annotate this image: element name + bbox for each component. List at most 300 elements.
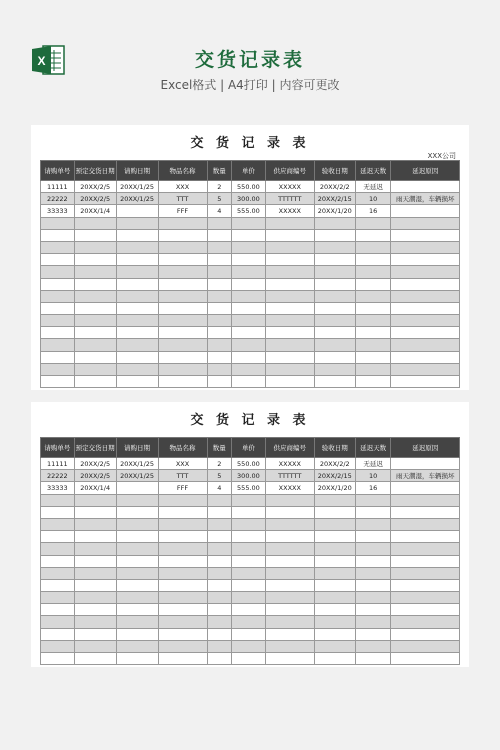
- table-cell: [74, 376, 116, 388]
- table-row: [41, 531, 460, 543]
- table-cell: [265, 254, 314, 266]
- table-cell: [265, 315, 314, 327]
- table-cell: [41, 543, 75, 555]
- table-cell: [116, 278, 158, 290]
- table-cell: TTT: [158, 193, 207, 205]
- table-row: [41, 181, 460, 193]
- table-cell: [355, 302, 391, 314]
- table-cell: [314, 567, 355, 579]
- table-cell: 4: [207, 482, 232, 494]
- table-cell: [207, 302, 232, 314]
- table-row: [41, 579, 460, 591]
- table-cell: [207, 254, 232, 266]
- table-cell: [116, 640, 158, 652]
- table-cell: [74, 254, 116, 266]
- table-cell: [207, 567, 232, 579]
- table-row: [41, 506, 460, 518]
- column-header: 预定交货日期: [74, 438, 116, 458]
- table-header-row: [41, 438, 460, 458]
- table-cell: 20XX/2/5: [74, 193, 116, 205]
- table-cell: [265, 518, 314, 530]
- table-cell: [41, 266, 75, 278]
- table-cell: [158, 315, 207, 327]
- table-cell: [116, 376, 158, 388]
- table-cell: [391, 254, 460, 266]
- table-cell: [265, 616, 314, 628]
- table-cell: [232, 254, 266, 266]
- table-cell: [232, 555, 266, 567]
- table-cell: [391, 229, 460, 241]
- table-cell: [391, 506, 460, 518]
- table-cell: [158, 351, 207, 363]
- table-cell: [41, 567, 75, 579]
- table-cell: [207, 640, 232, 652]
- table-cell: [232, 327, 266, 339]
- table-cell: [116, 567, 158, 579]
- table-cell: [355, 567, 391, 579]
- table-cell: [232, 266, 266, 278]
- table-cell: [207, 290, 232, 302]
- table-cell: [158, 290, 207, 302]
- page-subtitle: Excel格式 | A4打印 | 内容可更改: [160, 78, 340, 92]
- table-cell: [355, 616, 391, 628]
- table-cell: [116, 506, 158, 518]
- table-cell: [74, 555, 116, 567]
- column-header: 请购单号: [41, 161, 75, 181]
- table-cell: [314, 363, 355, 375]
- table-cell: 20XX/2/5: [74, 458, 116, 470]
- table-row: [41, 327, 460, 339]
- column-header: 延迟原因: [391, 438, 460, 458]
- table-cell: [391, 217, 460, 229]
- table-cell: 20XX/1/25: [116, 181, 158, 193]
- delivery-table: [40, 437, 460, 665]
- table-row: [41, 278, 460, 290]
- table-cell: [391, 592, 460, 604]
- table-cell: 20XX/1/25: [116, 193, 158, 205]
- table-cell: [207, 363, 232, 375]
- table-cell: [232, 640, 266, 652]
- table-cell: [355, 555, 391, 567]
- table-cell: 2: [207, 181, 232, 193]
- table-cell: [74, 494, 116, 506]
- table-row: [41, 217, 460, 229]
- table-row: [41, 640, 460, 652]
- table-cell: 2: [207, 458, 232, 470]
- table-row: [41, 339, 460, 351]
- table-cell: XXX: [158, 181, 207, 193]
- delivery-table: [40, 160, 460, 388]
- table-cell: 555.00: [232, 205, 266, 217]
- table-cell: [74, 604, 116, 616]
- table-cell: [314, 592, 355, 604]
- table-cell: [265, 363, 314, 375]
- table-cell: 5: [207, 193, 232, 205]
- table-cell: [355, 653, 391, 665]
- table-cell: [314, 327, 355, 339]
- table-cell: 33333: [41, 482, 75, 494]
- table-cell: [158, 543, 207, 555]
- table-row: [41, 266, 460, 278]
- table-cell: [41, 290, 75, 302]
- table-cell: [314, 229, 355, 241]
- table-cell: [391, 531, 460, 543]
- table-cell: [265, 567, 314, 579]
- table-cell: [207, 604, 232, 616]
- table-cell: [41, 351, 75, 363]
- table-cell: [116, 241, 158, 253]
- table-cell: 20XX/2/5: [74, 470, 116, 482]
- table-cell: [265, 543, 314, 555]
- table-cell: [265, 592, 314, 604]
- table-cell: [41, 640, 75, 652]
- table-cell: [391, 579, 460, 591]
- table-cell: [314, 628, 355, 640]
- table-cell: [314, 543, 355, 555]
- table-cell: [116, 543, 158, 555]
- table-cell: [391, 363, 460, 375]
- table-cell: [232, 363, 266, 375]
- column-header: 数量: [207, 161, 232, 181]
- table-cell: [355, 376, 391, 388]
- table-cell: [41, 628, 75, 640]
- table-cell: [232, 339, 266, 351]
- sheet-preview-1: [31, 125, 469, 390]
- table-cell: [232, 543, 266, 555]
- table-cell: [74, 266, 116, 278]
- table-cell: [314, 506, 355, 518]
- table-cell: XXXXX: [265, 205, 314, 217]
- table-cell: [41, 363, 75, 375]
- table-cell: [158, 653, 207, 665]
- table-cell: [41, 217, 75, 229]
- table-cell: [207, 217, 232, 229]
- table-cell: [207, 518, 232, 530]
- table-cell: [207, 327, 232, 339]
- table-row: [41, 205, 460, 217]
- table-cell: 雨天潮湿，车辆损坏: [391, 470, 460, 482]
- table-row: [41, 302, 460, 314]
- table-cell: 550.00: [232, 181, 266, 193]
- table-cell: [265, 278, 314, 290]
- table-cell: [41, 579, 75, 591]
- table-cell: [314, 266, 355, 278]
- sheet-title: 交 货 记 录 表: [190, 413, 310, 428]
- page-title: 交货记录表: [194, 49, 305, 71]
- table-cell: [74, 506, 116, 518]
- table-cell: [207, 543, 232, 555]
- table-cell: [391, 339, 460, 351]
- table-cell: [355, 628, 391, 640]
- table-cell: [158, 241, 207, 253]
- table-cell: [116, 531, 158, 543]
- column-header: 请购单号: [41, 438, 75, 458]
- table-cell: [232, 579, 266, 591]
- table-cell: [232, 351, 266, 363]
- table-cell: [314, 241, 355, 253]
- table-cell: [116, 363, 158, 375]
- table-cell: [391, 555, 460, 567]
- table-cell: [265, 217, 314, 229]
- table-cell: [265, 494, 314, 506]
- table-cell: [265, 555, 314, 567]
- table-cell: [207, 494, 232, 506]
- table-cell: [314, 555, 355, 567]
- table-cell: [158, 579, 207, 591]
- table-cell: [355, 327, 391, 339]
- table-cell: [355, 543, 391, 555]
- table-cell: [391, 327, 460, 339]
- table-cell: 20XX/2/15: [314, 470, 355, 482]
- table-cell: [314, 254, 355, 266]
- table-cell: [232, 376, 266, 388]
- table-cell: [265, 579, 314, 591]
- table-cell: [391, 604, 460, 616]
- table-cell: [41, 616, 75, 628]
- table-cell: 5: [207, 470, 232, 482]
- table-cell: [314, 351, 355, 363]
- column-header: 请购日期: [116, 438, 158, 458]
- table-cell: [74, 327, 116, 339]
- table-cell: [158, 229, 207, 241]
- table-cell: [116, 579, 158, 591]
- table-cell: [391, 640, 460, 652]
- table-cell: [41, 592, 75, 604]
- table-cell: [158, 254, 207, 266]
- table-cell: [158, 302, 207, 314]
- table-cell: [232, 506, 266, 518]
- table-cell: 550.00: [232, 458, 266, 470]
- table-cell: [74, 290, 116, 302]
- table-cell: [314, 376, 355, 388]
- table-cell: 33333: [41, 205, 75, 217]
- table-cell: [74, 628, 116, 640]
- table-cell: [232, 302, 266, 314]
- table-cell: [116, 616, 158, 628]
- table-cell: [74, 315, 116, 327]
- column-header: 数量: [207, 438, 232, 458]
- table-cell: [158, 628, 207, 640]
- table-cell: [207, 531, 232, 543]
- table-cell: [74, 339, 116, 351]
- table-cell: 雨天潮湿，车辆损坏: [391, 193, 460, 205]
- table-cell: [265, 531, 314, 543]
- table-cell: [265, 327, 314, 339]
- table-cell: 无延迟: [355, 458, 391, 470]
- table-cell: 20XX/1/4: [74, 205, 116, 217]
- table-cell: [391, 567, 460, 579]
- table-cell: [158, 217, 207, 229]
- table-cell: [116, 266, 158, 278]
- table-cell: [391, 518, 460, 530]
- table-cell: [116, 482, 158, 494]
- table-cell: [41, 327, 75, 339]
- table-row: [41, 604, 460, 616]
- column-header: 请购日期: [116, 161, 158, 181]
- table-row: [41, 543, 460, 555]
- column-header: 延迟原因: [391, 161, 460, 181]
- table-cell: [41, 241, 75, 253]
- table-row: [41, 193, 460, 205]
- table-cell: [355, 266, 391, 278]
- table-cell: [207, 266, 232, 278]
- table-cell: [391, 616, 460, 628]
- table-cell: [74, 278, 116, 290]
- table-cell: [265, 229, 314, 241]
- table-cell: [74, 592, 116, 604]
- table-cell: 10: [355, 470, 391, 482]
- table-cell: [74, 302, 116, 314]
- table-cell: [232, 567, 266, 579]
- table-cell: [355, 290, 391, 302]
- table-cell: [41, 518, 75, 530]
- column-header: 验收日期: [314, 438, 355, 458]
- table-cell: [41, 506, 75, 518]
- company-name: XXX公司: [427, 152, 456, 160]
- table-cell: [207, 351, 232, 363]
- table-cell: 10: [355, 193, 391, 205]
- table-cell: [158, 363, 207, 375]
- table-cell: [391, 315, 460, 327]
- table-cell: [74, 579, 116, 591]
- table-cell: [74, 518, 116, 530]
- table-row: [41, 567, 460, 579]
- table-cell: [207, 506, 232, 518]
- table-cell: [232, 315, 266, 327]
- table-row: [41, 653, 460, 665]
- table-cell: [116, 518, 158, 530]
- table-cell: XXXXX: [265, 482, 314, 494]
- table-cell: 20XX/1/20: [314, 205, 355, 217]
- table-cell: XXXXX: [265, 181, 314, 193]
- table-cell: [116, 628, 158, 640]
- table-cell: [207, 653, 232, 665]
- table-cell: [314, 531, 355, 543]
- table-cell: [207, 616, 232, 628]
- table-cell: [314, 278, 355, 290]
- table-cell: [355, 494, 391, 506]
- table-cell: [391, 266, 460, 278]
- table-cell: 555.00: [232, 482, 266, 494]
- table-cell: [158, 592, 207, 604]
- table-cell: [391, 543, 460, 555]
- table-cell: [158, 604, 207, 616]
- table-cell: 22222: [41, 470, 75, 482]
- table-cell: [116, 315, 158, 327]
- table-row: [41, 494, 460, 506]
- table-cell: [355, 579, 391, 591]
- table-cell: [74, 217, 116, 229]
- table-cell: 16: [355, 482, 391, 494]
- table-cell: [207, 315, 232, 327]
- table-cell: [74, 616, 116, 628]
- table-cell: [355, 363, 391, 375]
- table-cell: [232, 518, 266, 530]
- table-cell: [232, 592, 266, 604]
- table-cell: [41, 494, 75, 506]
- table-cell: [207, 592, 232, 604]
- table-cell: [232, 494, 266, 506]
- column-header: 单价: [232, 438, 266, 458]
- table-cell: [116, 604, 158, 616]
- column-header: 供应商编号: [265, 161, 314, 181]
- table-row: [41, 592, 460, 604]
- table-cell: [265, 604, 314, 616]
- table-cell: [314, 302, 355, 314]
- table-cell: [232, 531, 266, 543]
- table-cell: [41, 278, 75, 290]
- table-row: [41, 628, 460, 640]
- table-cell: [207, 278, 232, 290]
- table-cell: [391, 302, 460, 314]
- table-cell: [314, 604, 355, 616]
- table-cell: [158, 506, 207, 518]
- table-cell: [232, 217, 266, 229]
- table-cell: [207, 555, 232, 567]
- table-cell: [116, 653, 158, 665]
- table-cell: [355, 315, 391, 327]
- table-cell: 300.00: [232, 470, 266, 482]
- table-cell: [158, 531, 207, 543]
- table-cell: [232, 628, 266, 640]
- column-header: 物品名称: [158, 161, 207, 181]
- table-cell: [41, 339, 75, 351]
- table-cell: [265, 351, 314, 363]
- table-cell: [391, 241, 460, 253]
- table-row: [41, 290, 460, 302]
- column-header: 验收日期: [314, 161, 355, 181]
- table-cell: [116, 217, 158, 229]
- page-header: [0, 0, 500, 110]
- table-cell: [74, 229, 116, 241]
- table-cell: [232, 278, 266, 290]
- table-cell: [355, 592, 391, 604]
- table-row: [41, 254, 460, 266]
- table-cell: [265, 628, 314, 640]
- table-cell: [265, 339, 314, 351]
- table-cell: [391, 181, 460, 193]
- table-cell: [74, 531, 116, 543]
- table-row: [41, 482, 460, 494]
- table-cell: 11111: [41, 458, 75, 470]
- sheet-preview-2: [31, 402, 469, 667]
- table-cell: [116, 327, 158, 339]
- table-cell: [391, 482, 460, 494]
- table-cell: [265, 653, 314, 665]
- table-cell: 20XX/1/4: [74, 482, 116, 494]
- table-cell: [207, 229, 232, 241]
- table-cell: [158, 640, 207, 652]
- table-cell: [207, 376, 232, 388]
- table-cell: [232, 290, 266, 302]
- table-cell: [265, 640, 314, 652]
- table-cell: [314, 339, 355, 351]
- table-cell: [355, 531, 391, 543]
- table-cell: [158, 567, 207, 579]
- table-cell: [41, 254, 75, 266]
- table-cell: [355, 217, 391, 229]
- table-cell: [41, 555, 75, 567]
- table-cell: FFF: [158, 205, 207, 217]
- table-cell: [265, 376, 314, 388]
- table-cell: [74, 653, 116, 665]
- table-cell: [391, 351, 460, 363]
- table-cell: [41, 315, 75, 327]
- table-cell: [158, 494, 207, 506]
- table-row: [41, 376, 460, 388]
- table-cell: [265, 241, 314, 253]
- table-cell: TTTTTT: [265, 470, 314, 482]
